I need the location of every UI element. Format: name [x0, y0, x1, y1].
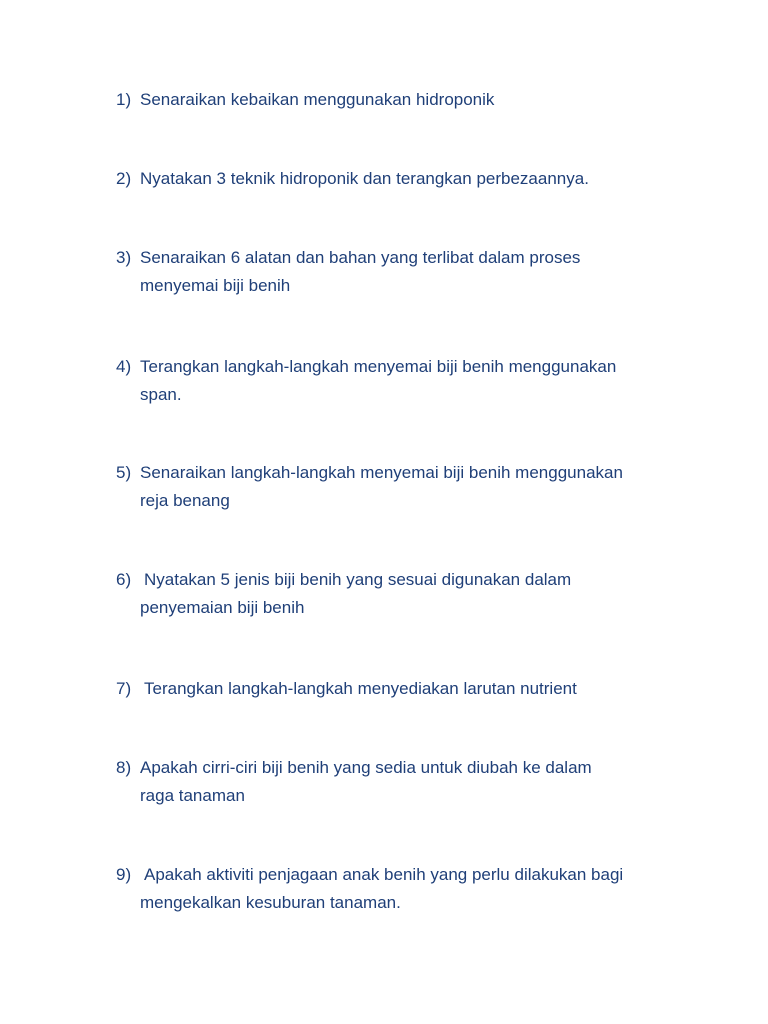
question-line: Senaraikan kebaikan menggunakan hidroponik: [140, 90, 495, 109]
question-text: [140, 754, 592, 810]
question-number: 7): [116, 679, 132, 698]
question-line: penyemaian biji benih: [140, 598, 305, 617]
question-line: Terangkan langkah-langkah menyediakan larutan nutrient: [144, 679, 577, 698]
question-text: [140, 675, 577, 703]
question-number: 4): [116, 357, 132, 376]
question-line: menyemai biji benih: [140, 276, 291, 295]
question-line: Terangkan langkah-langkah menyemai biji benih menggunakan: [140, 357, 617, 376]
question-line: Apakah cirri-ciri biji benih yang sedia untuk diubah ke dalam: [140, 758, 592, 777]
question-number: 3): [116, 248, 132, 267]
question-text: [140, 86, 494, 114]
question-text: [140, 353, 616, 409]
question-number: 1): [116, 90, 132, 109]
question-line: reja benang: [140, 491, 230, 510]
question-number: 2): [116, 169, 132, 188]
question-line: Nyatakan 5 jenis biji benih yang sesuai digunakan dalam: [144, 570, 572, 589]
question-text: [140, 566, 571, 622]
question-line: Apakah aktiviti penjagaan anak benih yang perlu dilakukan bagi: [144, 865, 624, 884]
question-line: Nyatakan 3 teknik hidroponik dan terangkan perbezaannya.: [140, 169, 589, 188]
question-line: mengekalkan kesuburan tanaman.: [140, 893, 401, 912]
question-text: [140, 165, 589, 193]
question-number: 8): [116, 758, 132, 777]
question-line: span.: [140, 385, 182, 404]
question-text: [140, 459, 623, 515]
question-number: 6): [116, 570, 132, 589]
question-line: Senaraikan 6 alatan dan bahan yang terlibat dalam proses: [140, 248, 581, 267]
question-line: Senaraikan langkah-langkah menyemai biji benih menggunakan: [140, 463, 623, 482]
question-text: [140, 244, 580, 300]
question-text: [140, 861, 623, 917]
question-line: raga tanaman: [140, 786, 245, 805]
question-number: 5): [116, 463, 132, 482]
question-number: 9): [116, 865, 132, 884]
